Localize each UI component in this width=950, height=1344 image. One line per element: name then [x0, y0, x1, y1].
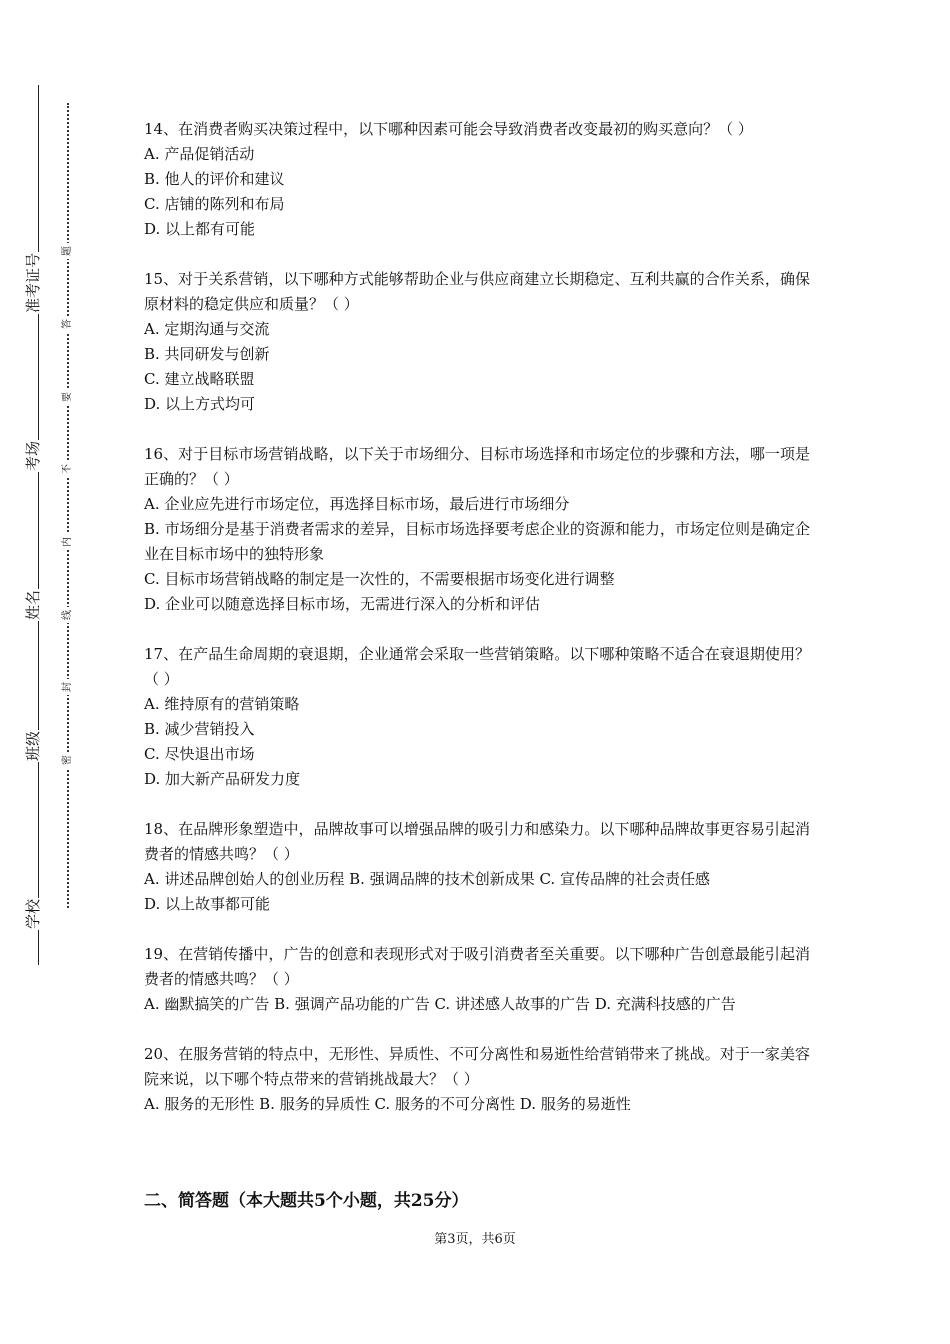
- question-20: [144, 1042, 810, 1117]
- seal-char: 答: [61, 316, 75, 332]
- option-a: A. 产品促销活动: [144, 145, 255, 163]
- question-stem: 20、在服务营销的特点中，无形性、异质性、不可分离性和易逝性给营销带来了挑战。对于一家美容院来说，以下哪个特点带来的营销挑战最大？（ ）: [144, 1045, 810, 1088]
- option-c: C. 建立战略联盟: [144, 370, 255, 388]
- seal-char: 题: [61, 243, 75, 259]
- question-stem: 18、在品牌形象塑造中，品牌故事可以增强品牌的吸引力和感染力。以下哪种品牌故事更容易引起消费者的情感共鸣？（ ）: [144, 820, 810, 863]
- option-a: A. 定期沟通与交流: [144, 320, 270, 338]
- options-abcd: A. 服务的无形性 B. 服务的异质性 C. 服务的不可分离性 D. 服务的易逝性: [144, 1095, 631, 1113]
- question-18: [144, 817, 810, 917]
- option-c: C. 目标市场营销战略的制定是一次性的，不需要根据市场变化进行调整: [144, 570, 615, 588]
- seal-char: 封: [61, 679, 75, 695]
- page-footer: 第3页，共6页: [434, 1232, 516, 1247]
- question-stem: 14、在消费者购买决策过程中，以下哪种因素可能会导致消费者改变最初的购买意向？（ ）: [144, 120, 753, 138]
- question-19: [144, 942, 810, 1017]
- option-b: B. 市场细分是基于消费者需求的差异，目标市场选择要考虑企业的资源和能力，市场定位则是确定企业在目标市场中的独特形象: [144, 520, 810, 563]
- option-b: B. 他人的评价和建议: [144, 170, 285, 188]
- option-b: B. 共同研发与创新: [144, 345, 270, 363]
- question-stem: 16、对于目标市场营销战略，以下关于市场细分、目标市场选择和市场定位的步骤和方法，哪一项是正确的？（ ）: [144, 445, 810, 488]
- exam-room-label: 考场: [25, 440, 51, 472]
- student-name-label: 姓名: [25, 589, 51, 621]
- name-field-line: [38, 85, 39, 965]
- option-d: D. 以上故事都可能: [144, 895, 271, 913]
- question-14: [144, 117, 810, 242]
- option-a: A. 维持原有的营销策略: [144, 695, 300, 713]
- seal-char: 线: [61, 607, 75, 623]
- option-a: A. 企业应先进行市场定位，再选择目标市场，最后进行市场细分: [144, 495, 570, 513]
- question-16: [144, 442, 810, 617]
- option-d: D. 企业可以随意选择目标市场，无需进行深入的分析和评估: [144, 595, 541, 613]
- seal-char: 内: [61, 534, 75, 550]
- binding-margin: [0, 0, 100, 1344]
- option-c: C. 尽快退出市场: [144, 745, 255, 763]
- question-stem: 15、对于关系营销，以下哪种方式能够帮助企业与供应商建立长期稳定、互利共赢的合作关系，确保原材料的稳定供应和质量？（ ）: [144, 270, 810, 313]
- seal-dotted-line: [67, 103, 69, 908]
- class-label: 班级: [25, 730, 51, 762]
- school-label: 学校: [25, 898, 51, 930]
- option-c: C. 店铺的陈列和布局: [144, 195, 285, 213]
- exam-id-label: 准考证号: [25, 252, 51, 314]
- seal-char: 不: [61, 461, 75, 477]
- options-abcd: A. 幽默搞笑的广告 B. 强调产品功能的广告 C. 讲述感人故事的广告 D. 充满科技感的广告: [144, 995, 736, 1013]
- seal-char: 要: [61, 389, 75, 405]
- question-stem: 19、在营销传播中，广告的创意和表现形式对于吸引消费者至关重要。以下哪种广告创意最能引起消费者的情感共鸣？（ ）: [144, 945, 810, 988]
- question-17: [144, 642, 810, 792]
- option-d: D. 以上都有可能: [144, 220, 256, 238]
- option-d: D. 以上方式均可: [144, 395, 256, 413]
- option-b: B. 减少营销投入: [144, 720, 255, 738]
- question-list: [144, 117, 810, 1142]
- question-stem: 17、在产品生命周期的衰退期，企业通常会采取一些营销策略。以下哪种策略不适合在衰退期使用？（ ）: [144, 645, 810, 688]
- seal-char: 密: [61, 752, 75, 768]
- options-abc: A. 讲述品牌创始人的创业历程 B. 强调品牌的技术创新成果 C. 宣传品牌的社会责任感: [144, 870, 710, 888]
- option-d: D. 加大新产品研发力度: [144, 770, 301, 788]
- section-title: 二、简答题（本大题共5个小题，共25分）: [144, 1191, 469, 1211]
- question-15: [144, 267, 810, 417]
